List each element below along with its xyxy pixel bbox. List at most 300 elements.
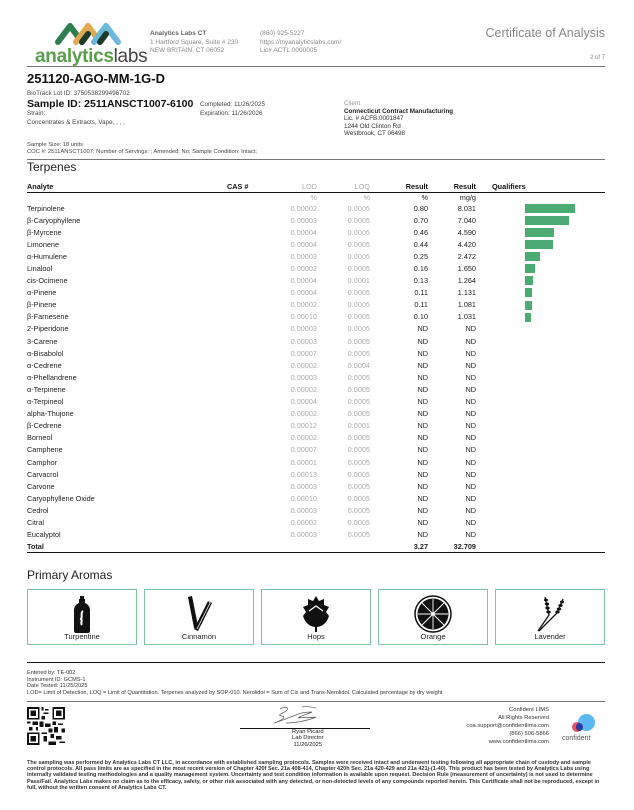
loq-value: 0.0005	[347, 348, 370, 358]
table-row	[27, 299, 605, 311]
lod-value: 0.00007	[290, 348, 317, 358]
result-percent: 0.13	[413, 276, 428, 286]
unit-result-pct: %	[421, 192, 428, 202]
biotrack-lot-id: BioTrack Lot ID: 3750538299496702	[27, 90, 130, 97]
lims-email-link[interactable]: coa.support@confidentlims.com	[466, 723, 549, 729]
lod-value: 0.00004	[290, 397, 317, 407]
analyte-name: Citral	[27, 517, 45, 527]
loq-value: 0.0005	[347, 203, 370, 213]
cas-number	[227, 396, 257, 408]
lab-phone: (860) 925-5227	[260, 30, 305, 37]
table-row	[27, 444, 605, 456]
result-percent: 0.11	[414, 288, 428, 298]
result-mg-per-g: ND	[465, 348, 476, 358]
qualifier-cell	[476, 202, 605, 214]
orange-slice-icon	[414, 595, 452, 633]
analytics-labs-logo	[32, 22, 147, 67]
table-row	[27, 396, 605, 408]
col-result-mgg: Result	[428, 181, 476, 192]
result-percent: ND	[417, 445, 428, 455]
col-analyte: Analyte	[27, 181, 227, 192]
result-percent: ND	[417, 457, 428, 467]
lab-address-1: 1 Hartford Square, Suite # 230	[150, 38, 239, 46]
table-row	[27, 456, 605, 468]
table-row	[27, 226, 605, 238]
cas-number	[227, 323, 257, 335]
result-percent: ND	[417, 469, 428, 479]
lod-value: 0.00003	[290, 481, 317, 491]
cinnamon-sticks-icon	[184, 595, 214, 633]
analyte-name: Caryophyllene Oxide	[27, 493, 95, 503]
result-mg-per-g: 1.081	[457, 300, 476, 310]
aroma-label: Turpentine	[64, 632, 100, 641]
unit-lod: %	[310, 192, 317, 202]
hops-icon	[301, 595, 331, 633]
lod-value: 0.00002	[290, 264, 317, 274]
analyte-name: Camphene	[27, 445, 63, 455]
result-bar	[525, 313, 531, 322]
lod-value: 0.00003	[290, 215, 317, 225]
result-percent: ND	[417, 348, 428, 358]
result-percent: 0.10	[413, 312, 428, 322]
lod-value: 0.00002	[290, 203, 317, 213]
result-percent: 0.70	[413, 215, 428, 225]
aroma-card	[378, 589, 488, 645]
loq-value: 0.0005	[347, 457, 370, 467]
result-percent: ND	[417, 481, 428, 491]
loq-value: 0.0005	[347, 469, 370, 479]
test-notes	[27, 670, 442, 696]
result-bar	[525, 288, 532, 297]
loq-value: 0.0005	[347, 264, 370, 274]
expiration-date: Expiration: 11/26/2026	[200, 110, 263, 117]
cas-number	[227, 408, 257, 420]
result-mg-per-g: ND	[465, 457, 476, 467]
report-header	[27, 22, 605, 67]
sample-dates	[200, 100, 265, 118]
lod-value: 0.00002	[290, 384, 317, 394]
turpentine-bottle-icon	[69, 595, 95, 633]
unit-result-mgg: mg/g	[459, 192, 476, 202]
analyte-name: alpha-Thujone	[27, 409, 74, 419]
table-row	[27, 492, 605, 504]
unit-loq: %	[363, 192, 370, 202]
analyte-name: 3-Carene	[27, 336, 58, 346]
qualifier-cell	[476, 287, 605, 299]
analyte-name: β-Caryophyllene	[27, 215, 81, 225]
qualifier-cell	[476, 456, 605, 468]
table-row	[27, 323, 605, 335]
analyte-name: Linalool	[27, 264, 53, 274]
qualifier-cell	[476, 529, 605, 541]
cas-number	[227, 371, 257, 383]
cas-number	[227, 420, 257, 432]
col-cas: CAS #	[227, 181, 257, 192]
loq-value: 0.0005	[347, 384, 370, 394]
sample-id: Sample ID: 2511ANSCT1007-6100	[27, 98, 194, 110]
result-mg-per-g: ND	[465, 505, 476, 515]
lod-value: 0.00002	[290, 433, 317, 443]
result-mg-per-g: 1.650	[457, 264, 476, 274]
result-mg-per-g: ND	[465, 445, 476, 455]
confident-logo-text: confident	[562, 735, 591, 742]
qualifier-cell	[476, 335, 605, 347]
table-row	[27, 468, 605, 480]
lod-value: 0.00012	[290, 421, 317, 431]
loq-value: 0.0005	[347, 336, 370, 346]
strain-label: Strain:	[27, 110, 46, 117]
result-mg-per-g: ND	[465, 530, 476, 540]
loq-value: 0.0005	[347, 324, 370, 334]
client-name: Connecticut Contract Manufacturing	[344, 107, 454, 115]
total-cas	[227, 541, 257, 553]
loq-value: 0.0001	[347, 276, 370, 286]
result-percent: ND	[417, 324, 428, 334]
total-qualifiers	[476, 541, 605, 553]
table-row	[27, 383, 605, 395]
primary-aromas	[27, 589, 605, 645]
qualifier-cell	[476, 275, 605, 287]
result-mg-per-g: 2.472	[457, 251, 476, 261]
table-row	[27, 311, 605, 323]
cas-number	[227, 287, 257, 299]
table-row	[27, 480, 605, 492]
analyte-name: cis-Ocimene	[27, 276, 68, 286]
lab-info	[150, 30, 238, 56]
aroma-card	[261, 589, 371, 645]
result-mg-per-g: 4.420	[457, 239, 476, 249]
analyte-name: α-Pinene	[27, 288, 57, 298]
analyte-name: Limonene	[27, 239, 60, 249]
cas-number	[227, 250, 257, 262]
lod-value: 0.00004	[290, 288, 317, 298]
result-mg-per-g: ND	[465, 384, 476, 394]
result-percent: ND	[417, 372, 428, 382]
qualifier-cell	[476, 214, 605, 226]
lod-value: 0.00010	[290, 312, 317, 322]
col-loq: LOQ	[317, 181, 370, 192]
aroma-label: Hops	[307, 632, 325, 641]
loq-value: 0.0005	[347, 312, 370, 322]
analyte-name: β-Pinene	[27, 300, 57, 310]
result-mg-per-g: ND	[465, 469, 476, 479]
table-row	[27, 250, 605, 262]
lims-name: Confident LIMS	[509, 707, 549, 713]
table-row	[27, 214, 605, 226]
result-percent: ND	[417, 530, 428, 540]
cas-number	[227, 456, 257, 468]
lims-info	[466, 706, 549, 746]
loq-value: 0.0001	[347, 421, 370, 431]
primary-aromas-title: Primary Aromas	[27, 568, 113, 582]
qualifier-cell	[476, 238, 605, 250]
aroma-card	[27, 589, 137, 645]
units-row	[27, 192, 605, 202]
total-loq	[317, 541, 370, 553]
analyte-name: Cedrol	[27, 505, 49, 515]
page-number: 2 of 7	[589, 55, 605, 61]
table-row	[27, 516, 605, 528]
cas-number	[227, 480, 257, 492]
result-percent: ND	[417, 421, 428, 431]
table-header-row	[27, 181, 605, 192]
lod-value: 0.00004	[290, 239, 317, 249]
result-percent: 0.25	[413, 251, 428, 261]
loq-value: 0.0005	[347, 397, 370, 407]
strain-info	[27, 110, 125, 127]
result-bar	[525, 252, 540, 261]
document-title: Certificate of Analysis	[485, 26, 605, 40]
qualifier-cell	[476, 480, 605, 492]
confident-logo	[562, 712, 602, 747]
analyte-name: Eucalyptol	[27, 530, 61, 540]
result-mg-per-g: ND	[465, 421, 476, 431]
result-mg-per-g: ND	[465, 397, 476, 407]
result-percent: 0.46	[413, 227, 428, 237]
result-bar	[525, 276, 533, 285]
unit-cas	[227, 192, 257, 202]
loq-value: 0.0005	[347, 433, 370, 443]
result-bar	[525, 301, 532, 310]
qualifier-cell	[476, 504, 605, 516]
cas-number	[227, 299, 257, 311]
loq-value: 0.0005	[347, 505, 370, 515]
lod-value: 0.00001	[290, 457, 317, 467]
unit-analyte	[27, 192, 227, 202]
result-mg-per-g: 1.031	[457, 312, 476, 322]
analyte-name: Carvacrol	[27, 469, 59, 479]
logo-text: analyticslabs	[35, 46, 148, 67]
result-mg-per-g: 7.040	[457, 215, 476, 225]
divider	[27, 662, 605, 663]
qualifier-cell	[476, 420, 605, 432]
lod-value: 0.00003	[290, 530, 317, 540]
client-license: Lic. # ACFB.0001847	[344, 115, 404, 123]
result-percent: ND	[417, 493, 428, 503]
lims-rights: All Rights Reserved	[498, 715, 549, 721]
cas-number	[227, 335, 257, 347]
qualifier-cell	[476, 226, 605, 238]
terpenes-table	[27, 181, 605, 553]
result-percent: ND	[417, 409, 428, 419]
batch-id: 251120-AGO-MM-1G-D	[27, 71, 165, 86]
analyte-name: β-Cedrene	[27, 421, 62, 431]
col-qualifiers: Qualifiers	[476, 181, 605, 192]
qualifier-cell	[476, 359, 605, 371]
total-percent: 3.27	[370, 541, 428, 553]
loq-value: 0.0005	[347, 300, 370, 310]
product-category: Concentrates & Extracts, Vape, , , ,	[27, 118, 125, 126]
sample-details	[27, 142, 257, 156]
cas-number	[227, 529, 257, 541]
result-percent: ND	[417, 397, 428, 407]
lod-value: 0.00013	[290, 469, 317, 479]
analyte-name: Camphor	[27, 457, 58, 467]
analyte-name: α-Terpinene	[27, 384, 66, 394]
table-row	[27, 529, 605, 541]
qr-code-icon[interactable]	[27, 707, 65, 745]
lod-value: 0.00002	[290, 517, 317, 527]
total-row	[27, 541, 605, 553]
qualifier-cell	[476, 432, 605, 444]
table-row	[27, 275, 605, 287]
qualifier-cell	[476, 299, 605, 311]
result-mg-per-g: 1.131	[457, 288, 476, 298]
entered-by: Entered by: TE-002	[27, 670, 76, 676]
result-percent: 0.44	[413, 239, 428, 249]
analyte-name: α-Cedrene	[27, 360, 62, 370]
legal-disclaimer: The sampling was performed by Analytics Labs CT LLC, in accordance with established sampling protocols. Samples were received intact and underwent testing following all appropriate chain of custody and sample control protocols. All pass limits are as specified in the most recent version of Chapter 420f Sec. 21a 408-414, Chapter 420h Sec. 21a 420-429 and 21a 421j-(1-40). This product has been tested by Analytics Labs using internally validated testing methodologies and a quality management system. Uncertainty and test condition information is available upon request. Decision Rule (measurement of uncertainty) is not used to determine Pass/Fail. Analytics Labs makes no claim as to the efficacy, safety, or other risk associated with any detected, or non-detected levels of any compounds reported herein. This Certificate shall not be reproduced, except in full, without the written consent of Analytics Labs CT.	[27, 760, 600, 791]
lod-value: 0.00004	[290, 276, 317, 286]
cas-number	[227, 262, 257, 274]
table-row	[27, 262, 605, 274]
result-mg-per-g: 1.264	[457, 276, 476, 286]
result-percent: ND	[417, 360, 428, 370]
loq-value: 0.0005	[347, 493, 370, 503]
result-bar	[525, 204, 575, 213]
coc-info: COC #: 2511ANSCT1007; Number of Servings: ; Amended: No; Sample Condition: Intact;	[27, 149, 257, 155]
aroma-label: Lavender	[534, 632, 566, 641]
lab-license: Lic# ACTL.0000005	[260, 47, 318, 55]
cas-number	[227, 359, 257, 371]
result-percent: 0.11	[414, 300, 428, 310]
analyte-name: Carvone	[27, 481, 55, 491]
qualifier-cell	[476, 408, 605, 420]
result-mg-per-g: ND	[465, 409, 476, 419]
loq-value: 0.0005	[347, 481, 370, 491]
signatory-title: Lab Director	[292, 735, 324, 742]
result-mg-per-g: 4.590	[457, 227, 476, 237]
lab-name: Analytics Labs CT	[150, 30, 207, 37]
logo-peaks-icon	[54, 22, 124, 46]
result-mg-per-g: ND	[465, 481, 476, 491]
table-row	[27, 408, 605, 420]
loq-value: 0.0005	[347, 517, 370, 527]
qualifier-cell	[476, 347, 605, 359]
loq-value: 0.0005	[347, 445, 370, 455]
qualifier-cell	[476, 468, 605, 480]
cas-number	[227, 468, 257, 480]
result-bar	[525, 216, 569, 225]
completed-date: Completed: 11/26/2025	[200, 101, 265, 108]
result-mg-per-g: ND	[465, 324, 476, 334]
result-bar	[525, 228, 554, 237]
qualifier-cell	[476, 492, 605, 504]
analyte-name: α-Bisabolol	[27, 348, 64, 358]
lod-value: 0.00002	[290, 360, 317, 370]
aroma-label: Orange	[420, 632, 446, 641]
lab-website-link[interactable]: https://myanalyticslabs.com/	[260, 38, 342, 46]
cas-number	[227, 202, 257, 214]
loq-value: 0.0004	[347, 360, 370, 370]
lod-value: 0.00004	[290, 227, 317, 237]
table-row	[27, 420, 605, 432]
table-row	[27, 371, 605, 383]
terpenes-section-title: Terpenes	[27, 160, 77, 174]
result-percent: 0.80	[413, 203, 428, 213]
result-mg-per-g: ND	[465, 433, 476, 443]
analyte-name: α-Terpineol	[27, 397, 64, 407]
lod-value: 0.00003	[290, 505, 317, 515]
result-bar	[525, 264, 535, 273]
lod-value: 0.00003	[290, 336, 317, 346]
total-mg-per-g: 32.709	[428, 541, 476, 553]
aroma-card	[144, 589, 254, 645]
table-row	[27, 504, 605, 516]
result-mg-per-g: ND	[465, 336, 476, 346]
cas-number	[227, 347, 257, 359]
loq-value: 0.0005	[347, 372, 370, 382]
loq-value: 0.0005	[347, 530, 370, 540]
cas-number	[227, 516, 257, 528]
loq-value: 0.0005	[347, 239, 370, 249]
result-percent: ND	[417, 505, 428, 515]
cas-number	[227, 275, 257, 287]
unit-qualifiers	[476, 192, 605, 202]
loq-value: 0.0005	[347, 251, 370, 261]
divider	[27, 701, 605, 702]
result-percent: ND	[417, 517, 428, 527]
table-row	[27, 432, 605, 444]
qualifier-cell	[476, 262, 605, 274]
date-tested: Date Tested: 11/25/2025	[27, 683, 88, 690]
analyte-name: Borneol	[27, 433, 53, 443]
qualifier-cell	[476, 396, 605, 408]
cas-number	[227, 238, 257, 250]
result-percent: ND	[417, 336, 428, 346]
client-address-2: Westbrook, CT 06498	[344, 130, 406, 138]
lab-contact	[260, 30, 341, 56]
table-row	[27, 347, 605, 359]
divider	[27, 159, 605, 160]
result-mg-per-g: ND	[465, 517, 476, 527]
result-mg-per-g: ND	[465, 372, 476, 382]
cas-number	[227, 214, 257, 226]
loq-value: 0.0005	[347, 409, 370, 419]
cas-number	[227, 504, 257, 516]
client-info	[344, 100, 453, 138]
analyte-name: β-Myrcene	[27, 227, 62, 237]
lod-value: 0.00002	[290, 300, 317, 310]
lod-value: 0.00003	[290, 324, 317, 334]
cas-number	[227, 432, 257, 444]
signature-image	[240, 703, 335, 729]
lod-value: 0.00003	[290, 372, 317, 382]
result-mg-per-g: ND	[465, 360, 476, 370]
analyte-name: α-Phellandrene	[27, 372, 77, 382]
qualifier-cell	[476, 383, 605, 395]
lod-value: 0.00003	[290, 251, 317, 261]
signatory	[292, 729, 324, 748]
lavender-icon	[533, 595, 567, 633]
result-percent: ND	[417, 384, 428, 394]
col-lod: LOD	[257, 181, 317, 192]
total-label: Total	[27, 541, 227, 553]
qualifier-cell	[476, 516, 605, 528]
lims-website-link[interactable]: www.confidentlims.com	[488, 739, 549, 745]
abbreviation-legend: LOD= Limit of Detection, LOQ = Limit of Quantitation. Terpenes analyzed by SOP-010. Nerolidol = Sum of Cis and Trans-Nerolidol. Calculated percentage by dry weight	[27, 689, 443, 696]
cas-number	[227, 226, 257, 238]
signatory-name: Ryan Picard	[292, 729, 324, 735]
result-mg-per-g: 8.031	[457, 203, 476, 213]
col-result-pct: Result	[370, 181, 428, 192]
table-row	[27, 335, 605, 347]
lod-value: 0.00010	[290, 493, 317, 503]
client-address-1: 1244 Old Clinton Rd	[344, 122, 401, 130]
cas-number	[227, 492, 257, 504]
analyte-name: 2-Piperidone	[27, 324, 69, 334]
qualifier-cell	[476, 444, 605, 456]
